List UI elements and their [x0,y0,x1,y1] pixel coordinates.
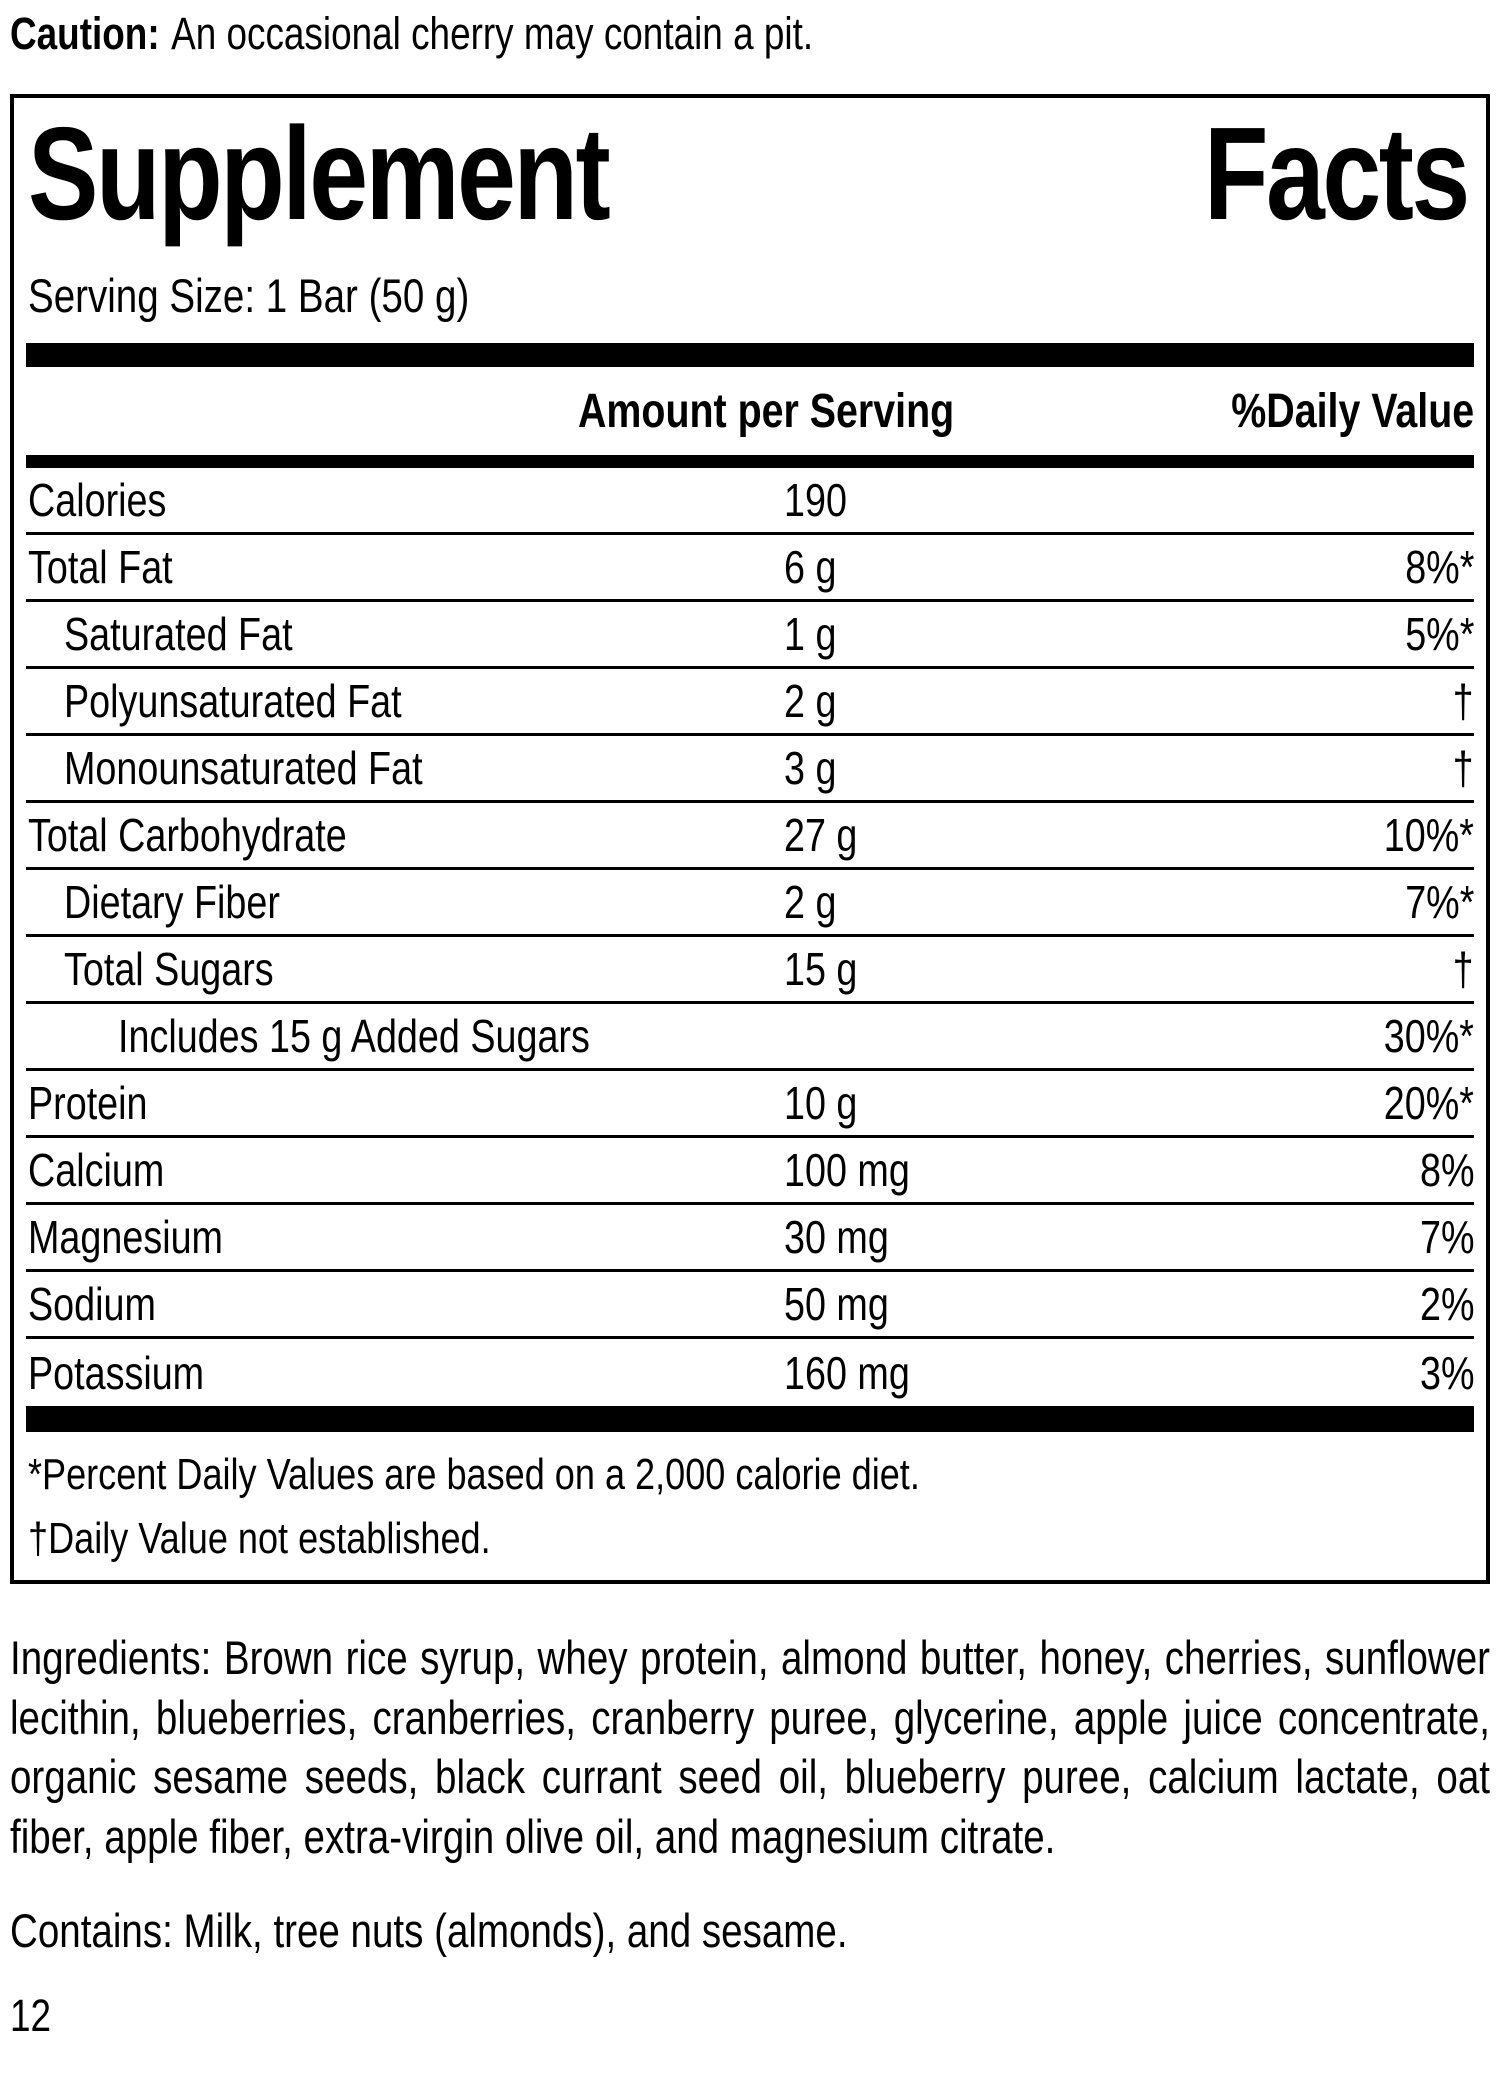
nutrient-amount: 2 g [784,675,837,727]
nutrient-daily-value: 5%* [1404,608,1474,660]
column-header-row [26,367,1474,455]
nutrient-row [26,468,1474,535]
nutrient-row [26,1205,1474,1272]
panel-title-word-facts: Facts [1204,100,1468,247]
nutrient-name: Calcium [28,1144,165,1196]
nutrient-amount: 160 mg [784,1346,910,1399]
nutrient-amount: 1 g [784,608,837,660]
footnotes [26,1432,1474,1580]
nutrient-daily-value: † [1453,943,1474,995]
nutrient-daily-value: † [1453,675,1474,727]
nutrient-name: Saturated Fat [64,608,293,660]
nutrient-row [26,803,1474,870]
nutrient-name: Includes 15 g Added Sugars [118,1010,590,1062]
column-header-daily-value: %Daily Value [1231,384,1474,438]
nutrient-name: Calories [28,474,167,526]
nutrient-row [26,1272,1474,1339]
nutrient-name: Protein [28,1077,148,1129]
nutrient-name: Magnesium [28,1211,223,1263]
thick-rule-top [26,343,1474,367]
nutrient-daily-value: 2% [1419,1278,1474,1330]
nutrient-row [26,669,1474,736]
nutrient-daily-value: 7% [1419,1211,1474,1263]
column-header-amount: Amount per Serving [578,384,955,438]
nutrient-amount [784,1009,1364,1063]
nutrient-rows [26,468,1474,1406]
nutrient-name: Sodium [28,1278,156,1330]
ingredients-paragraph: Ingredients: Brown rice syrup, whey protein, almond butter, honey, cherries, sunflower lecithin, blueberries, cranberries, cranberry puree, glycerine, apple juice concentrate, organic sesame seeds, black currant seed oil, blueberry puree, calcium lactate, oat fiber, apple fiber, extra-virgin olive oil, and magnesium citrate. [10,1631,1490,1864]
nutrient-amount: 190 [784,474,847,526]
caution-line [10,8,1490,60]
nutrient-row [26,1138,1474,1205]
nutrient-name: Total Carbohydrate [28,809,347,861]
nutrient-name: Total Sugars [64,943,274,995]
nutrient-row [26,736,1474,803]
caution-text: An occasional cherry may contain a pit. [171,8,814,59]
nutrient-amount: 2 g [784,876,837,928]
nutrient-name: Potassium [28,1346,205,1399]
nutrient-name: Total Fat [28,541,173,593]
nutrient-row [26,1339,1474,1406]
nutrient-row [26,870,1474,937]
nutrient-daily-value: † [1453,742,1474,794]
nutrient-daily-value: 20%* [1383,1077,1474,1129]
nutrient-daily-value: 8% [1419,1144,1474,1196]
nutrient-amount: 27 g [784,809,858,861]
page-number: 12 [10,1989,52,2041]
nutrient-name: Polyunsaturated Fat [64,675,402,727]
nutrient-amount: 30 mg [784,1211,889,1263]
nutrient-daily-value: 3% [1419,1346,1474,1399]
thick-rule-bottom [26,1406,1474,1432]
nutrient-daily-value: 8%* [1404,541,1474,593]
nutrient-daily-value: 7%* [1404,876,1474,928]
rule-below-headers [26,455,1474,468]
panel-title-word-supplement: Supplement [28,100,609,247]
panel-title [26,98,1474,247]
nutrient-daily-value: 30%* [1383,1010,1474,1062]
supplement-facts-panel [10,94,1490,1584]
nutrient-name: Monounsaturated Fat [64,742,423,794]
nutrient-row [26,602,1474,669]
nutrient-row [26,1004,1474,1071]
contains-statement: Contains: Milk, tree nuts (almonds), and sesame. [10,1903,848,1957]
nutrient-name: Dietary Fiber [64,876,280,928]
serving-size: Serving Size: 1 Bar (50 g) [28,269,470,322]
nutrient-amount: 15 g [784,943,858,995]
nutrient-row [26,937,1474,1004]
nutrient-row [26,1071,1474,1138]
footnote-dagger: †Daily Value not established. [28,1514,491,1563]
nutrient-daily-value: 10%* [1383,809,1474,861]
nutrient-amount: 100 mg [784,1144,910,1196]
nutrient-amount: 3 g [784,742,837,794]
nutrient-row [26,535,1474,602]
caution-label: Caution: [10,8,160,59]
footnote-percent-dv: *Percent Daily Values are based on a 2,000 calorie diet. [28,1450,920,1499]
nutrient-amount: 10 g [784,1077,858,1129]
nutrient-amount: 50 mg [784,1278,889,1330]
nutrient-amount: 6 g [784,541,837,593]
